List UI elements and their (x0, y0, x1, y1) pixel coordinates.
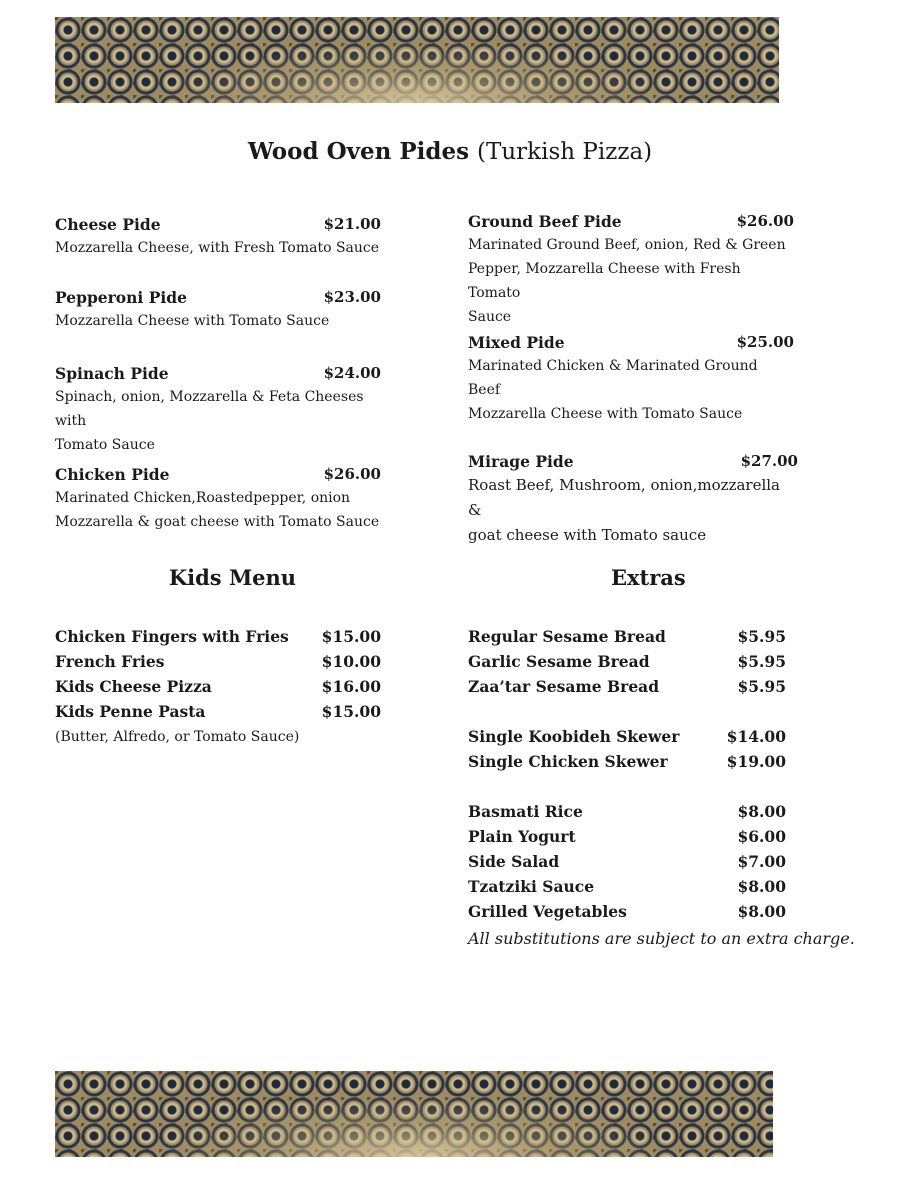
item-description: Mozzarella Cheese with Tomato Sauce (55, 313, 330, 329)
item-description: Marinated Ground Beef, onion, Red & Green Pepper, Mozzarella Cheese with Fresh Tomato Sauce (468, 237, 786, 325)
list-item (468, 799, 786, 824)
item-price: $14.00 (726, 727, 786, 746)
item-price: $26.00 (323, 465, 381, 483)
item-name: Chicken Pide (55, 465, 170, 484)
list-item (55, 699, 381, 724)
item-price: $5.95 (737, 627, 786, 646)
item-price: $6.00 (737, 827, 786, 846)
list-item (468, 899, 786, 924)
menu-item (468, 333, 794, 426)
item-price: $5.95 (737, 677, 786, 696)
item-name: Mixed Pide (468, 333, 565, 352)
item-name: Zaa’tar Sesame Bread (468, 677, 660, 696)
item-name: Spinach Pide (55, 364, 169, 383)
item-name: Garlic Sesame Bread (468, 652, 650, 671)
item-price: $15.00 (321, 627, 381, 646)
item-name: Grilled Vegetables (468, 902, 627, 921)
list-item (468, 749, 786, 774)
list-item (55, 674, 381, 699)
item-name: Chicken Fingers with Fries (55, 627, 289, 646)
menu-item (55, 465, 381, 534)
item-description: Spinach, onion, Mozzarella & Feta Cheeses with Tomato Sauce (55, 389, 364, 453)
list-item (468, 849, 786, 874)
item-price: $15.00 (321, 702, 381, 721)
list-item (468, 874, 786, 899)
item-price: $25.00 (736, 333, 794, 351)
extras-title: Extras (611, 565, 686, 590)
item-price: $23.00 (323, 288, 381, 306)
item-description: Marinated Chicken & Marinated Ground Beef Mozzarella Cheese with Tomato Sauce (468, 358, 758, 422)
item-price: $5.95 (737, 652, 786, 671)
list-item (468, 724, 786, 749)
item-name: Kids Penne Pasta (55, 702, 206, 721)
page-title (0, 138, 900, 165)
item-name: Kids Cheese Pizza (55, 677, 212, 696)
item-price: $16.00 (321, 677, 381, 696)
item-price: $8.00 (737, 902, 786, 921)
menu-item (468, 452, 798, 548)
item-name: Tzatziki Sauce (468, 877, 595, 896)
item-name: Ground Beef Pide (468, 212, 622, 231)
page-title-main: Wood Oven Pides (247, 138, 470, 165)
item-name: Side Salad (468, 852, 560, 871)
list-spacer (468, 699, 786, 724)
decorative-banner-top (55, 17, 779, 103)
item-name: Single Chicken Skewer (468, 752, 668, 771)
item-price: $19.00 (726, 752, 786, 771)
item-price: $8.00 (737, 877, 786, 896)
item-price: $26.00 (736, 212, 794, 230)
menu-item (468, 212, 794, 329)
item-name: Mirage Pide (468, 452, 574, 471)
item-price: $21.00 (323, 215, 381, 233)
item-price: $10.00 (321, 652, 381, 671)
item-price: $7.00 (737, 852, 786, 871)
item-name: Basmati Rice (468, 802, 583, 821)
item-name: Plain Yogurt (468, 827, 576, 846)
list-item (468, 649, 786, 674)
item-name: Single Koobideh Skewer (468, 727, 680, 746)
menu-item (55, 364, 385, 457)
item-description: Marinated Chicken,Roastedpepper, onion Mozzarella & goat cheese with Tomato Sauce (55, 490, 380, 530)
item-description: Mozzarella Cheese, with Fresh Tomato Sauce (55, 240, 380, 256)
item-note: (Butter, Alfredo, or Tomato Sauce) (55, 728, 300, 745)
menu-item (55, 215, 381, 260)
list-item (468, 624, 786, 649)
substitutions-footnote: All substitutions are subject to an extra charge. (468, 929, 855, 948)
list-item (468, 824, 786, 849)
kids-menu-list (55, 624, 381, 749)
list-spacer (468, 774, 786, 799)
item-name: French Fries (55, 652, 165, 671)
item-name: Regular Sesame Bread (468, 627, 666, 646)
kids-menu-title: Kids Menu (168, 565, 297, 590)
item-name: Cheese Pide (55, 215, 161, 234)
menu-item (55, 288, 381, 333)
item-price: $8.00 (737, 802, 786, 821)
decorative-banner-bottom (55, 1071, 773, 1157)
list-item (55, 649, 381, 674)
kids-pasta-note-row (55, 724, 381, 749)
page-title-sub: (Turkish Pizza) (477, 139, 653, 165)
item-price: $27.00 (740, 452, 798, 470)
item-description: Roast Beef, Mushroom, onion,mozzarella & goat cheese with Tomato sauce (468, 476, 780, 544)
extras-list (468, 624, 786, 924)
item-name: Pepperoni Pide (55, 288, 187, 307)
item-price: $24.00 (323, 364, 381, 382)
list-item (55, 624, 381, 649)
list-item (468, 674, 786, 699)
